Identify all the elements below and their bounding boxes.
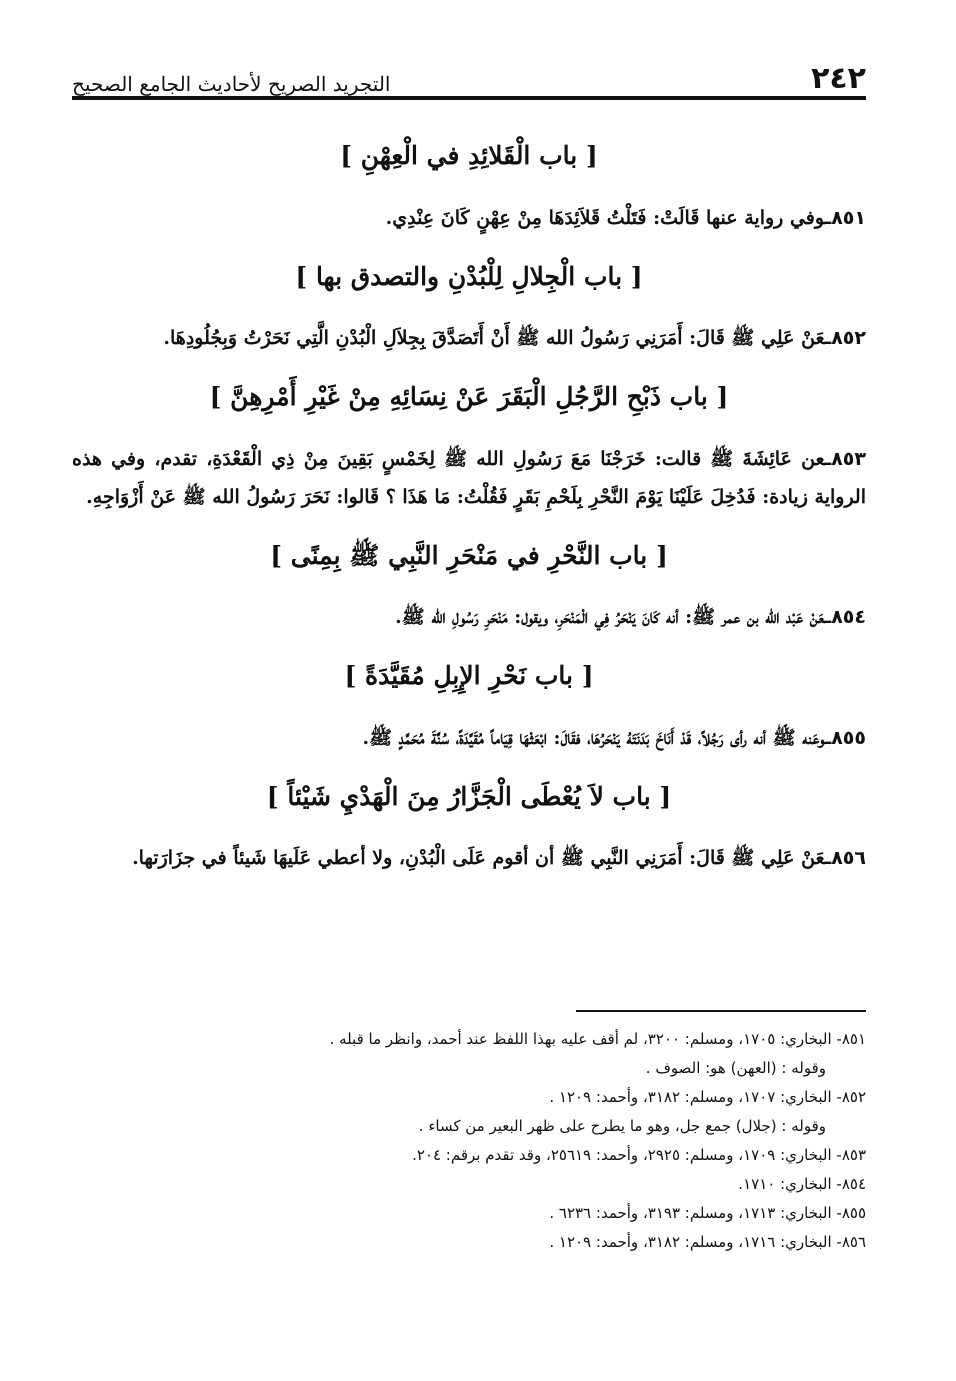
footnote-gloss: وقوله : (جلال) جمع جل، وهو ما يطرح على ظهر البعير من كساء . [418, 1117, 826, 1135]
chapter-title: [ باب ذَبْحِ الرَّجُلِ الْبَقَرَ عَنْ نِسَائِهِ مِنْ غَيْرِ أَمْرِهِنَّ ] [209, 382, 729, 411]
footnote-gloss: وقوله : (العهن) هو: الصوف . [645, 1059, 826, 1077]
hadith-text: عن عَائِشَةَ ﷺ قالت: خَرَجْنَا مَعَ رَسُولِ الله ﷺ لِخَمْسٍ بَقِينَ مِنْ ذِي الْقَعْدَةِ، تقدم، وفي هذه الرواية زيادة: فَدُخِلَ عَلَيْنَا يَوْمَ النَّحْرِ بِلَحْمِ بَقَرٍ فَقُلْتُ: مَا هَذَا ؟ قَالوا: نَحَرَ رَسُولُ الله ﷺ عَنْ أَزْوَاجِهِ. [72, 447, 866, 508]
hadith-number: ٨٥٣ـ [824, 447, 866, 470]
footnote-reference: ٨٥٢- البخاري: ١٧٠٧، ومسلم: ٣١٨٢، وأحمد: ١٢٠٩ . [549, 1088, 866, 1106]
footnote-reference: ٨٥٦- البخاري: ١٧١٦، ومسلم: ٣١٨٢، وأحمد: ١٢٠٩ . [549, 1233, 866, 1251]
hadith-text: عَنْ عَلِي ﷺ قَالَ: أَمَرَنِي رَسُولُ الله ﷺ أَنْ أَتَصَدَّقَ بِجِلاَلِ الْبُدْنِ الَّتِي نَحَرْتُ وَبِجُلُودِهَا. [163, 327, 825, 349]
footnotes [72, 1025, 866, 1257]
running-header [72, 52, 866, 94]
hadith-number: ٨٥٢ـ [824, 327, 866, 349]
chapter-title: [ باب الْجِلالِ لِلْبُدْنِ والتصدق بها ] [295, 261, 643, 291]
hadith-paragraph [72, 719, 866, 757]
hadith-paragraph [72, 440, 866, 516]
footnote-reference: ٨٥٥- البخاري: ١٧١٣، ومسلم: ٣١٩٣، وأحمد: ٦٢٣٦ . [549, 1204, 866, 1222]
footnote-reference: ٨٥٤- البخاري: ١٧١٠. [738, 1175, 866, 1193]
hadith-paragraph [72, 598, 866, 636]
page-number: ٢٤٢ [811, 61, 866, 96]
chapter-title: [ باب النَّحْرِ في مَنْحَرِ النَّبِي ﷺ بِمِنًى ] [270, 540, 668, 570]
hadith-text: وعَنه ﷺ أنه رأى رَجُلاً، قَدْ أَنَاخَ بَدَنَتَهُ يَنْحَرُهَا، فقَالَ: ابْعَثْهَا قِيَاماً مُقَيَّدَةً، سُنَّةَ مُحَمَّدٍ ﷺ. [362, 726, 825, 749]
chapter-title: [ باب نَحْرِ الإِبِلِ مُقَيَّدَةً ] [344, 661, 594, 690]
footnote-divider [576, 1010, 866, 1012]
hadith-paragraph [72, 319, 866, 357]
hadith-number: ٨٥٤ـ [824, 606, 866, 628]
hadith-paragraph [72, 199, 866, 237]
hadith-text: عَنْ عَلِي ﷺ قَالَ: أَمَرَنِي النَّبِي ﷺ أن أقوم عَلَى الْبُدْنِ، ولا أعطي عَلَيهَا شَيئاً في جزَارَتها. [132, 847, 825, 869]
hadith-paragraph [72, 839, 866, 877]
hadith-number: ٨٥١ـ [824, 206, 866, 229]
hadith-text: عَنْ عَبْد الله بن عمر ﷺ: أنه كَانَ يَنْحَرُ فِي الْمَنْحَرِ، ويقول: مَنْحَرِ رَسُولِ الله ﷺ. [395, 606, 825, 628]
hadith-text: وفي رواية عنها قَالَتْ: فَتَلْتُ قَلاَئِدَهَا مِنْ عِهْنٍ كَانَ عِنْدِي. [385, 206, 825, 229]
main-text [72, 140, 866, 901]
hadith-number: ٨٥٥ـ [824, 726, 866, 749]
header-divider [72, 96, 866, 100]
footnote-reference: ٨٥١- البخاري: ١٧٠٥، ومسلم: ٣٢٠٠، لم أقف عليه بهذا اللفظ عند أحمد، وانظر ما قبله . [329, 1030, 866, 1048]
chapter-title: [ باب الْقَلائِدِ في الْعِهْنِ ] [340, 141, 598, 170]
chapter-title: [ باب لاَ يُعْطَى الْجَزَّارُ مِنَ الْهَدْيِ شَيْئاً ] [266, 781, 672, 811]
book-title: التجريد الصريح لأحاديث الجامع الصحيح [72, 72, 391, 96]
hadith-number: ٨٥٦ـ [824, 847, 866, 869]
footnote-reference: ٨٥٣- البخاري: ١٧٠٩، ومسلم: ٢٩٢٥، وأحمد: ٢٥٦١٩، وقد تقدم برقم: ٢٠٤. [412, 1146, 866, 1164]
